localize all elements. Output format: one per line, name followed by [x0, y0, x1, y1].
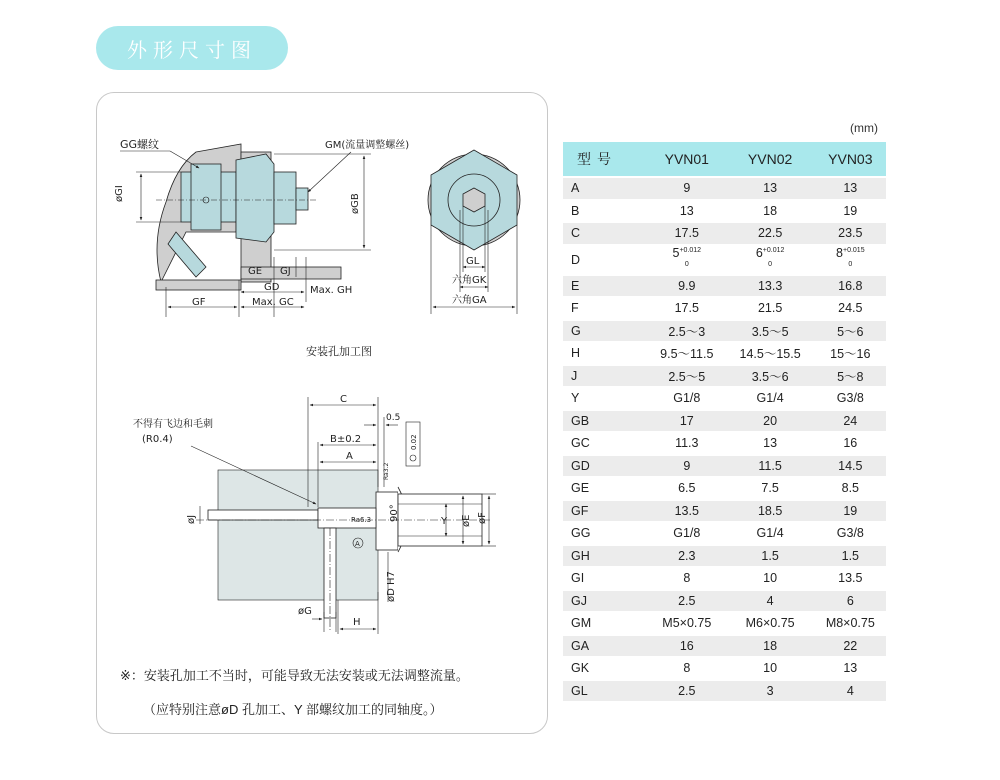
header-yvn03: YVN03	[815, 142, 886, 177]
label-phi-f: øF	[477, 512, 488, 524]
label-phi-j: øJ	[186, 514, 197, 524]
table-row	[563, 680, 886, 703]
table-row	[563, 432, 886, 455]
hole-view	[133, 394, 496, 634]
table-cell: 8	[648, 567, 726, 590]
table-cell: 2.3	[648, 545, 726, 568]
row-label: GB	[563, 410, 648, 433]
tolerance: +0.012 0	[762, 246, 785, 268]
table-row	[563, 612, 886, 635]
note-install-warning: ※：安装孔加工不当时，可能导致无法安装或无法调整流量。	[120, 668, 469, 683]
hole-drawing-title: 安装孔加工图	[306, 345, 372, 358]
table-row	[563, 222, 886, 245]
table-cell: 13	[726, 432, 815, 455]
label-r04: (R0.4)	[142, 434, 173, 445]
table-cell: 23.5	[815, 222, 886, 245]
table-row	[563, 590, 886, 613]
table-cell: 9	[648, 455, 726, 478]
unit-label: (mm)	[850, 121, 878, 135]
table-cell: 8.5	[815, 477, 886, 500]
row-label: H	[563, 342, 648, 365]
table-cell: 13	[815, 177, 886, 200]
table-cell: M6×0.75	[726, 612, 815, 635]
label-ra-32: Ra3.2	[383, 462, 390, 480]
table-cell: 19	[815, 500, 886, 523]
table-cell: G3/8	[815, 522, 886, 545]
table-cell: 17.5	[648, 222, 726, 245]
hex-view	[428, 150, 520, 314]
table-row	[563, 545, 886, 568]
table-cell: 13	[648, 200, 726, 223]
table-row	[563, 342, 886, 365]
row-label: A	[563, 177, 648, 200]
row-label: GJ	[563, 590, 648, 613]
row-label: GL	[563, 680, 648, 703]
label-b-tol: B±0.2	[330, 434, 362, 445]
table-cell: 9.5～11.5	[648, 342, 726, 365]
side-view	[114, 137, 409, 317]
table-cell: 21.5	[726, 297, 815, 320]
note-coaxiality: （应特别注意øD 孔加工、Y 部螺纹加工的同轴度。）	[143, 702, 443, 717]
table-cell: $8^{+0.015 0}$	[815, 245, 886, 275]
row-label: Y	[563, 387, 648, 410]
table-cell: 4	[726, 590, 815, 613]
table-cell: 2.5	[648, 680, 726, 703]
table-cell: 11.3	[648, 432, 726, 455]
table-cell: 7.5	[726, 477, 815, 500]
table-cell: 14.5～15.5	[726, 342, 815, 365]
table-cell: 24	[815, 410, 886, 433]
header-model: 型号	[563, 142, 648, 177]
table-cell: 16.8	[815, 275, 886, 298]
dimension-table	[563, 142, 886, 703]
header-yvn01: YVN01	[648, 142, 726, 177]
table-cell: 9	[648, 177, 726, 200]
row-label: GI	[563, 567, 648, 590]
label-gd: GD	[264, 282, 280, 293]
row-label: E	[563, 275, 648, 298]
header-yvn02: YVN02	[726, 142, 815, 177]
table-cell: 3	[726, 680, 815, 703]
table-row	[563, 567, 886, 590]
table-cell: 18.5	[726, 500, 815, 523]
row-label: GM	[563, 612, 648, 635]
tolerance: +0.012 0	[679, 246, 702, 268]
row-label: GG	[563, 522, 648, 545]
table-row	[563, 275, 886, 298]
label-gl: GL	[466, 256, 480, 267]
table-cell: 18	[726, 200, 815, 223]
label-gi: øGI	[114, 185, 125, 202]
table-cell: 3.5～6	[726, 365, 815, 388]
table-cell: 8	[648, 657, 726, 680]
table-cell: G1/8	[648, 522, 726, 545]
table-cell: 22	[815, 635, 886, 658]
tol-002: 0.02	[410, 434, 418, 450]
row-label: F	[563, 297, 648, 320]
table-row	[563, 177, 886, 200]
table-cell: G1/4	[726, 387, 815, 410]
table-row	[563, 297, 886, 320]
table-cell: 2.5～3	[648, 320, 726, 343]
table-header	[563, 142, 886, 177]
table-cell: M5×0.75	[648, 612, 726, 635]
label-phi-e: øE	[461, 514, 472, 527]
table-cell: 3.5～5	[726, 320, 815, 343]
table-cell: 5～6	[815, 320, 886, 343]
table-cell: 17	[648, 410, 726, 433]
table-cell: 17.5	[648, 297, 726, 320]
table-cell: G1/8	[648, 387, 726, 410]
label-no-burr: 不得有飞边和毛刺	[133, 419, 213, 430]
label-gj: GJ	[280, 266, 291, 277]
table-cell: 2.5～5	[648, 365, 726, 388]
row-label: D	[563, 245, 648, 275]
table-cell: 13	[815, 657, 886, 680]
row-label: GC	[563, 432, 648, 455]
table-cell: M8×0.75	[815, 612, 886, 635]
label-gg-thread: GG螺纹	[120, 138, 160, 151]
dimension-drawings	[96, 92, 546, 732]
label-h: H	[353, 617, 361, 628]
row-label: B	[563, 200, 648, 223]
label-angle-90: 90°	[389, 504, 400, 522]
table-cell: 13.3	[726, 275, 815, 298]
label-phi-g: øG	[298, 606, 312, 617]
table-cell: G3/8	[815, 387, 886, 410]
table-cell: $5^{+0.012 0}$	[648, 245, 726, 275]
row-label: C	[563, 222, 648, 245]
table-cell: 1.5	[726, 545, 815, 568]
tolerance: +0.015 0	[842, 246, 865, 268]
row-label: J	[563, 365, 648, 388]
table-row	[563, 245, 886, 275]
table-row	[563, 657, 886, 680]
label-gb: øGB	[350, 193, 361, 214]
row-label: GA	[563, 635, 648, 658]
table-cell: 13.5	[815, 567, 886, 590]
table-row	[563, 387, 886, 410]
table-row	[563, 500, 886, 523]
label-hex-ga: 六角GA	[452, 295, 487, 306]
label-gm-thread: GM(流量调整螺丝)	[325, 140, 410, 151]
table-cell: $6^{+0.012 0}$	[726, 245, 815, 275]
table-cell: 10	[726, 657, 815, 680]
table-row	[563, 320, 886, 343]
table-cell: 6.5	[648, 477, 726, 500]
table-row	[563, 522, 886, 545]
label-phi-d-h7: øD H7	[386, 571, 397, 602]
section-title: 外形尺寸图	[96, 26, 288, 70]
label-gf: GF	[192, 297, 206, 308]
table-cell: 1.5	[815, 545, 886, 568]
table-cell: 14.5	[815, 455, 886, 478]
table-cell: 15～16	[815, 342, 886, 365]
table-cell: 22.5	[726, 222, 815, 245]
table-row	[563, 635, 886, 658]
row-label: GE	[563, 477, 648, 500]
table-row	[563, 365, 886, 388]
table-row	[563, 200, 886, 223]
table-cell: 9.9	[648, 275, 726, 298]
table-cell: 18	[726, 635, 815, 658]
table-cell: 2.5	[648, 590, 726, 613]
label-dim-05: 0.5	[386, 413, 401, 423]
label-ra-63: Ra6.3	[351, 516, 372, 524]
table-row	[563, 477, 886, 500]
table-cell: 16	[815, 432, 886, 455]
table-cell: G1/4	[726, 522, 815, 545]
table-cell: 13	[726, 177, 815, 200]
label-a: A	[346, 451, 353, 462]
label-max-gc: Max. GC	[252, 297, 294, 308]
label-c: C	[340, 394, 347, 405]
table-cell: 19	[815, 200, 886, 223]
table-cell: 5～8	[815, 365, 886, 388]
table-cell: 10	[726, 567, 815, 590]
row-label: GF	[563, 500, 648, 523]
label-max-gh: Max. GH	[310, 285, 353, 296]
table-cell: 24.5	[815, 297, 886, 320]
table-cell: 11.5	[726, 455, 815, 478]
label-ge: GE	[248, 266, 263, 277]
label-hex-gk: 六角GK	[452, 275, 487, 286]
table-cell: 4	[815, 680, 886, 703]
table-cell: 13.5	[648, 500, 726, 523]
table-row	[563, 410, 886, 433]
table-cell: 6	[815, 590, 886, 613]
row-label: GK	[563, 657, 648, 680]
table-cell: 20	[726, 410, 815, 433]
datum-a: A	[355, 540, 360, 548]
label-y: Y	[441, 516, 448, 527]
row-label: GH	[563, 545, 648, 568]
table-row	[563, 455, 886, 478]
row-label: G	[563, 320, 648, 343]
row-label: GD	[563, 455, 648, 478]
table-cell: 16	[648, 635, 726, 658]
